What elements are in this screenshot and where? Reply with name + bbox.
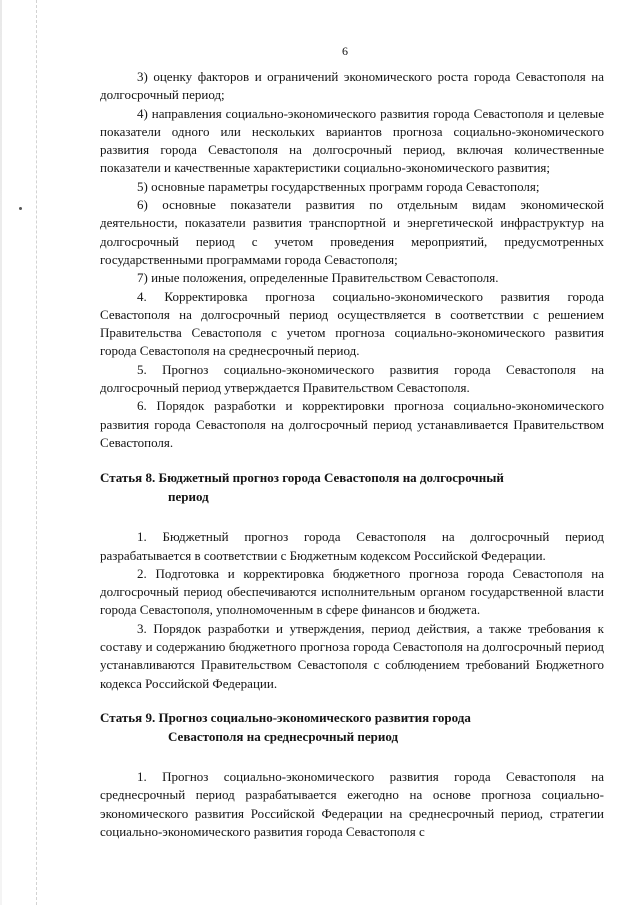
article-9-heading xyxy=(100,708,604,746)
article-8-paragraph-3: 3. Порядок разработки и утверждения, период действия, а также требования к составу и содержанию бюджетного прогноза города Севастополя на долгосрочный период устанавливаются Правительством Севастополя с соблюдением требований Бюджетного кодекса Российской Федерации. xyxy=(100,620,604,691)
page-number: 6 xyxy=(342,44,348,58)
article-8-heading-line1: Статья 8. Бюджетный прогноз города Севастополя на долгосрочный xyxy=(100,470,504,486)
scan-margin-line xyxy=(36,0,37,905)
article-8-heading xyxy=(100,468,604,506)
article-9-heading-line2: Севастополя на среднесрочный период xyxy=(168,728,399,744)
article-9-heading-line1: Статья 9. Прогноз социально-экономического развития города xyxy=(100,709,471,725)
paragraph-clause-5: 5. Прогноз социально-экономического развития города Севастополя на долгосрочный период утверждается Правительством Севастополя. xyxy=(100,361,604,396)
paragraph-item-6: 6) основные показатели развития по отдельным видам экономической деятельности, показатели развития транспортной и энергетической инфраструктур на долгосрочный период с учетом проведения мероприятий, предусмотренных государственными программами города Севастополя; xyxy=(100,197,604,267)
section-spacer xyxy=(100,452,604,468)
paragraph-item-3: 3) оценку факторов и ограничений экономического роста города Севастополя на долгосрочный период; xyxy=(100,69,604,103)
paragraph-item-4: 4) направления социально-экономического развития города Севастополя и целевые показатели одного или нескольких вариантов прогноза социально-экономического развития города Севастополя на долгосрочный период, включая количественные показатели и качественные характеристики социально-экономического развития; xyxy=(100,105,604,176)
section-spacer xyxy=(100,506,604,528)
section-spacer xyxy=(100,746,604,768)
article-8-heading-line2: период xyxy=(168,489,209,505)
document-body xyxy=(100,68,604,841)
scan-speck xyxy=(19,207,22,210)
article-8-paragraph-1: 1. Бюджетный прогноз города Севастополя на долгосрочный период разрабатывается в соответствии с Бюджетным кодексом Российской Федерации. xyxy=(100,529,604,563)
article-9-paragraph-1: 1. Прогноз социально-экономического развития города Севастополя на среднесрочный период разрабатывается ежегодно на основе прогноза социально-экономического развития Российской Федерации на среднесрочный период, стратегии социально-экономического развития города Севастополя с xyxy=(100,768,604,839)
section-spacer xyxy=(100,693,604,708)
paragraph-item-5: 5) основные параметры государственных программ города Севастополя; xyxy=(137,178,540,194)
article-8-paragraph-2: 2. Подготовка и корректировка бюджетного прогноза города Севастополя на долгосрочный период обеспечиваются исполнительным органом государственной власти города Севастополя, уполномоченным в сфере финансов и бюджета. xyxy=(100,565,604,618)
scan-left-edge xyxy=(0,0,2,905)
paragraph-item-7: 7) иные положения, определенные Правительством Севастополя. xyxy=(137,270,499,286)
paragraph-clause-6: 6. Порядок разработки и корректировки прогноза социально-экономического развития города Севастополя на долгосрочный период устанавливается Правительством Севастополя. xyxy=(100,398,604,450)
paragraph-clause-4: 4. Корректировка прогноза социально-экономического развития города Севастополя на долгосрочный период осуществляется в соответствии с решением Правительства Севастополя с учетом прогноза социально-экономического развития города Севастополя на среднесрочный период. xyxy=(100,288,604,359)
